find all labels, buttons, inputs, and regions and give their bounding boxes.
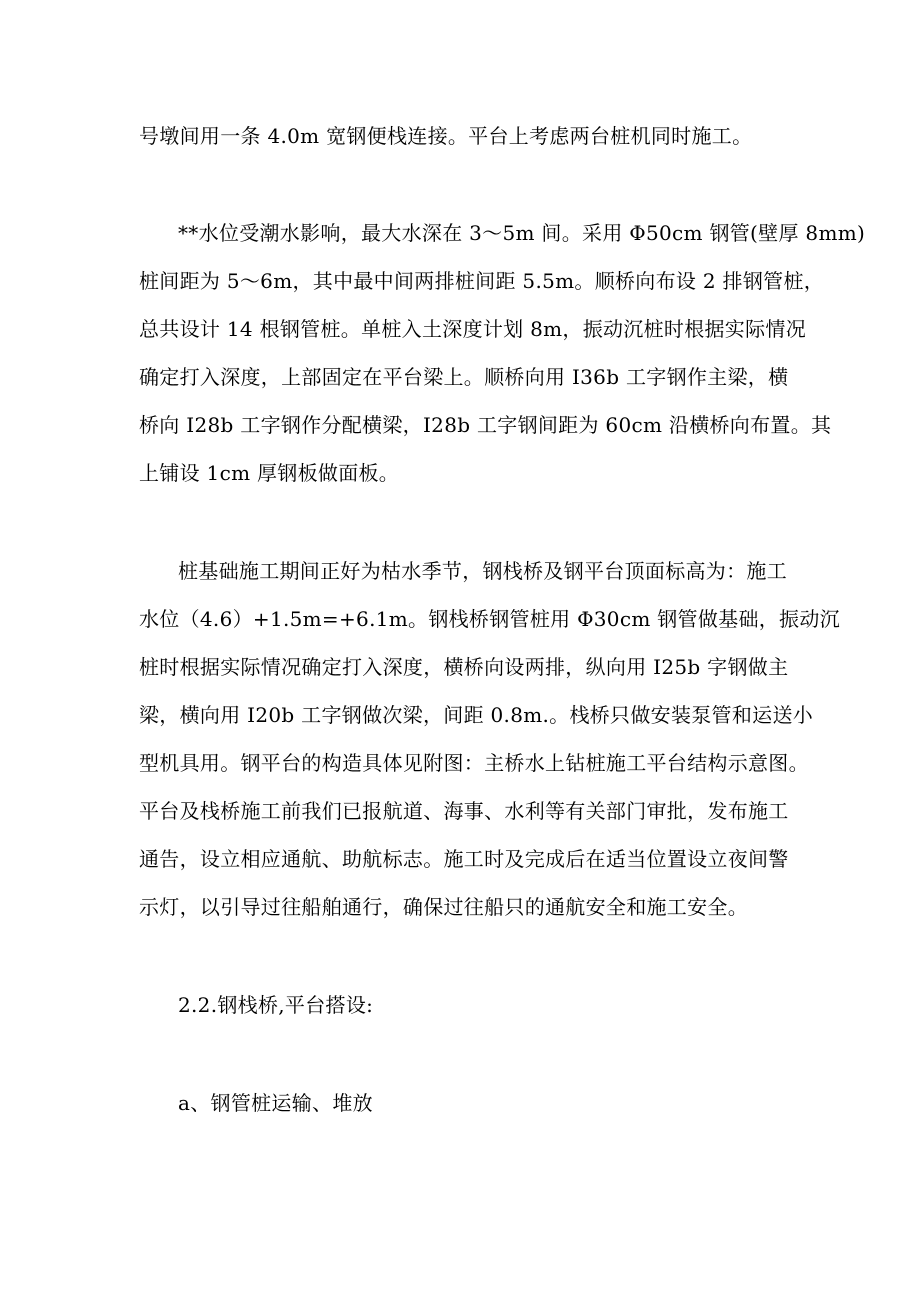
paragraph-3-line-6: 平台及栈桥施工前我们已报航道、海事、水利等有关部门审批，发布施工 — [139, 799, 789, 823]
paragraph-2-line-1: **水位受潮水影响，最大水深在 3～5m 间。采用 Φ50cm 钢管(壁厚 8mm) — [178, 221, 866, 245]
paragraph-2-line-3: 总共设计 14 根钢管桩。单桩入土深度计划 8m，振动沉桩时根据实际情况 — [139, 317, 807, 341]
section-heading: 2.2.钢栈桥,平台搭设: — [178, 993, 374, 1017]
paragraph-3-line-5: 型机具用。钢平台的构造具体见附图：主桥水上钻桩施工平台结构示意图。 — [139, 751, 809, 775]
paragraph-2-line-4: 确定打入深度，上部固定在平台梁上。顺桥向用 I36b 工字钢作主梁，横 — [139, 365, 789, 389]
paragraph-3-line-7: 通告，设立相应通航、助航标志。施工时及完成后在适当位置设立夜间警 — [139, 847, 789, 871]
paragraph-3-line-3: 桩时根据实际情况确定打入深度，横桥向设两排，纵向用 I25b 字钢做主 — [139, 655, 789, 679]
paragraph-3-line-1: 桩基础施工期间正好为枯水季节，钢栈桥及钢平台顶面标高为：施工 — [178, 559, 787, 583]
paragraph-2-line-5: 桥向 I28b 工字钢作分配横梁，I28b 工字钢间距为 60cm 沿横桥向布置。其 — [139, 413, 832, 437]
paragraph-2-line-2: 桩间距为 5～6m，其中最中间两排桩间距 5.5m。顺桥向布设 2 排钢管桩， — [139, 269, 825, 293]
paragraph-3-line-2: 水位（4.6）+1.5m=+6.1m。钢栈桥钢管桩用 Φ30cm 钢管做基础，振动沉 — [139, 607, 840, 631]
paragraph-3-line-8: 示灯，以引导过往船舶通行，确保过往船只的通航安全和施工安全。 — [139, 895, 748, 919]
paragraph-2-line-6: 上铺设 1cm 厚钢板做面板。 — [139, 461, 400, 485]
paragraph-1-line-1: 号墩间用一条 4.0m 宽钢便栈连接。平台上考虑两台桩机同时施工。 — [139, 124, 753, 148]
paragraph-3-line-4: 梁，横向用 I20b 工字钢做次梁，间距 0.8m.。栈桥只做安装泵管和运送小 — [139, 703, 814, 727]
subsection-heading: a、钢管桩运输、堆放 — [178, 1091, 373, 1115]
